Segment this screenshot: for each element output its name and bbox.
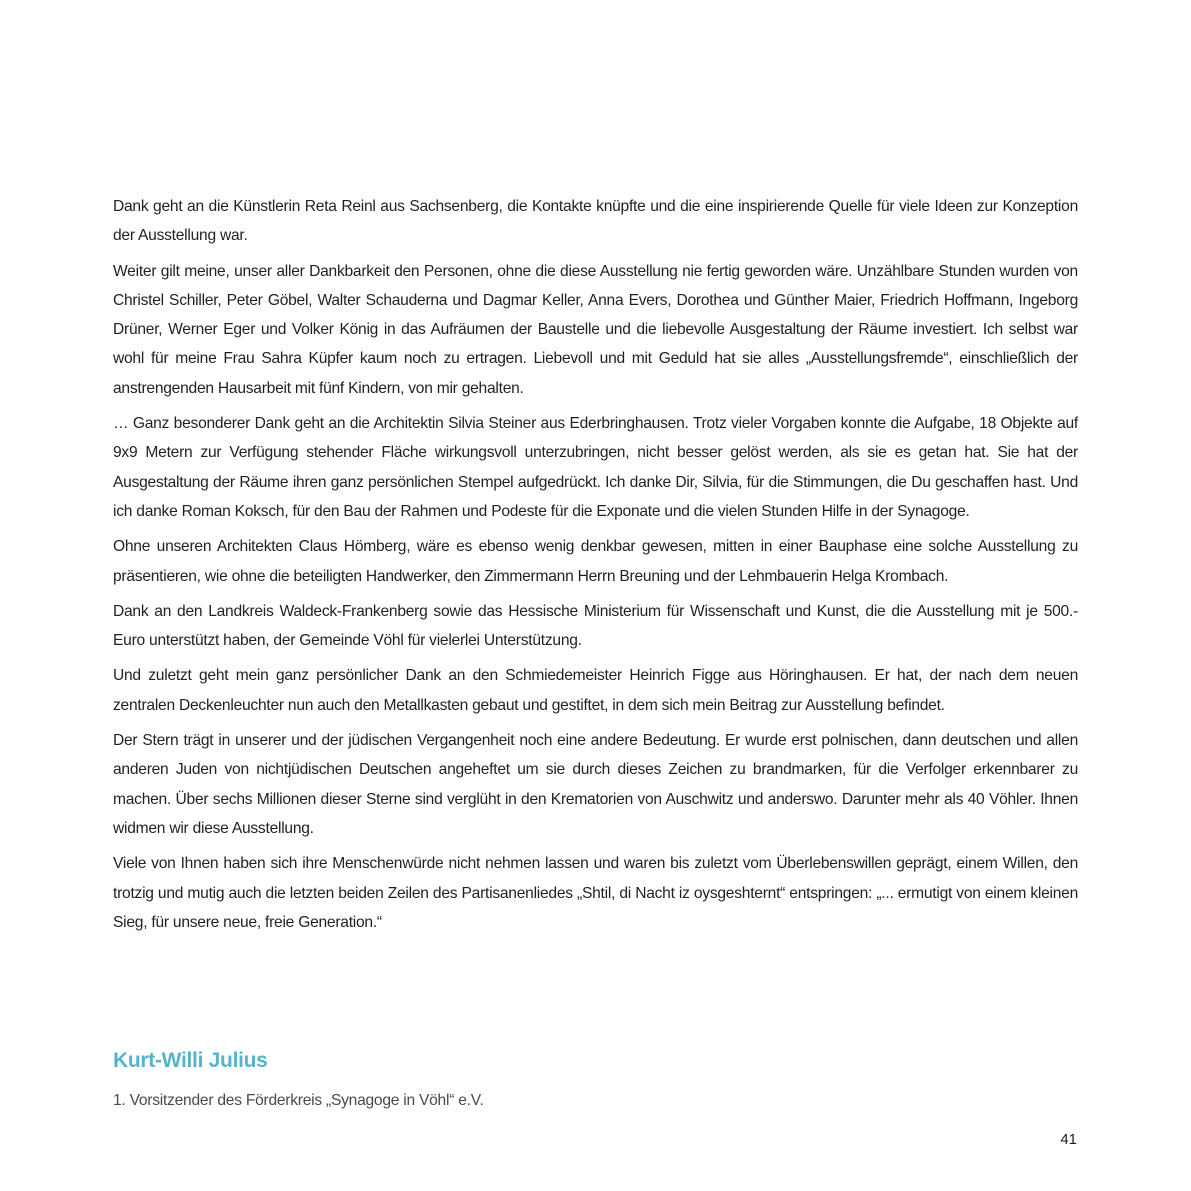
paragraph: Viele von Ihnen haben sich ihre Menschenwürde nicht nehmen lassen und waren bis zuletzt vom Überlebenswillen geprägt, einem Willen, den trotzig und mutig auch die letzten beiden Zeilen des Partisanenliedes „Shtil, di Nacht iz oysgeshternt“ entspringen: „... ermutigt von einem kleinen Sieg, für unsere neue, freie Generation.“	[113, 855, 1078, 931]
paragraph: … Ganz besonderer Dank geht an die Architektin Silvia Steiner aus Ederbringhausen. Trotz vieler Vorgaben konnte die Aufgabe, 18 Objekte auf 9x9 Metern zur Verfügung stehender Fläche wirkungsvoll unterzubringen, nicht besser gelöst werden, als sie es getan hat. Sie hat der Ausgestaltung der Räume ihren ganz persönlichen Stempel aufgedrückt. Ich danke Dir, Silvia, für die Stimmungen, die Du geschaffen hast. Und ich danke Roman Koksch, für den Bau der Rahmen und Podeste für die Exponate und die vielen Stunden Hilfe in der Synagoge.	[113, 415, 1078, 520]
paragraph: Dank an den Landkreis Waldeck-Frankenberg sowie das Hessische Ministerium für Wissenschaft und Kunst, die die Ausstellung mit je 500.- Euro unterstützt haben, der Gemeinde Vöhl für vielerlei Unterstützung.	[113, 602, 1078, 650]
paragraph: Dank geht an die Künstlerin Reta Reinl aus Sachsenberg, die Kontakte knüpfte und die eine inspirierende Quelle für viele Ideen zur Konzeption der Ausstellung war.	[113, 198, 1078, 245]
author-name: Kurt-Willi Julius	[113, 1049, 268, 1072]
page-number: 41	[1060, 1131, 1077, 1148]
author-signature	[113, 1044, 1078, 1112]
body-text	[113, 192, 1078, 943]
paragraph: Ohne unseren Architekten Claus Hömberg, wäre es ebenso wenig denkbar gewesen, mitten in einer Bauphase eine solche Ausstellung zu präsentieren, wie ohne die beteiligten Handwerker, den Zimmermann Herrn Breuning und der Lehmbauerin Helga Krombach.	[113, 538, 1078, 585]
paragraph: Weiter gilt meine, unser aller Dankbarkeit den Personen, ohne die diese Ausstellung nie fertig geworden wäre. Unzählbare Stunden wurden von Christel Schiller, Peter Göbel, Walter Schauderna und Dagmar Keller, Anna Evers, Dorothea und Günther Maier, Friedrich Hoffmann, Ingeborg Drüner, Werner Eger und Volker König in das Aufräumen der Baustelle und die liebevolle Ausgestaltung der Räume investiert. Ich selbst war wohl für meine Frau Sahra Küpfer kaum noch zu ertragen. Liebevoll und mit Geduld hat sie alles „Ausstellungsfremde“, einschließlich der anstrengenden Hausarbeit mit fünf Kindern, von mir gehalten.	[113, 262, 1078, 397]
paragraph: Der Stern trägt in unserer und der jüdischen Vergangenheit noch eine andere Bedeutung. Er wurde erst polnischen, dann deutschen und allen anderen Juden von nichtjüdischen Deutschen angeheftet um sie durch dieses Zeichen zu brandmarken, für die Verfolger erkennbarer zu machen. Über sechs Millionen dieser Sterne sind verglüht in den Krematorien von Auschwitz und anderswo. Darunter mehr als 40 Vöhler. Ihnen widmen wir diese Ausstellung.	[113, 732, 1078, 837]
author-role: 1. Vorsitzender des Förderkreis „Synagoge in Vöhl“ e.V.	[113, 1092, 484, 1109]
paragraph: Und zuletzt geht mein ganz persönlicher Dank an den Schmiedemeister Heinrich Figge aus Höringhausen. Er hat, der nach dem neuen zentralen Deckenleuchter nun auch den Metallkasten gebaut und gestiftet, in dem sich mein Beitrag zur Ausstellung befindet.	[113, 667, 1078, 714]
